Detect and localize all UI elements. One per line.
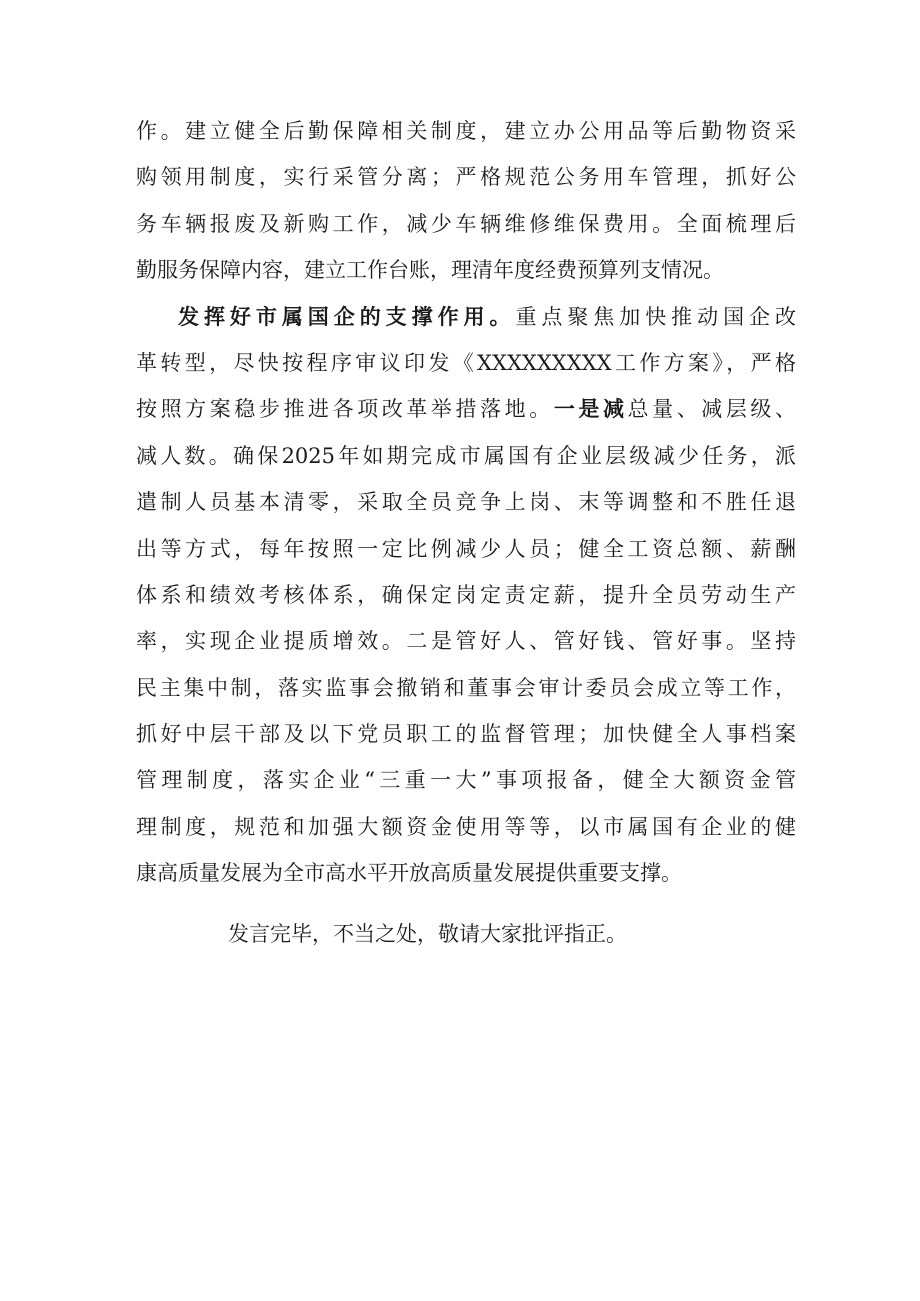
text-line: 体系和绩效考核体系，确保定岗定责定薪，提升全员劳动生产 (136, 582, 796, 607)
paragraph-logistics (136, 108, 796, 294)
text-line (136, 386, 796, 432)
text-run: 重点聚焦加快推动国企改 (515, 304, 797, 329)
text-line: 民主集中制，落实监事会撤销和董事会审计委员会成立等工作， (136, 675, 796, 700)
text-line: 勤服务保障内容，建立工作台账，理清年度经费预算列支情况。 (136, 258, 724, 283)
document-body (136, 108, 796, 957)
text-line: 康高质量发展为全市高水平开放高质量发展提供重要支撑。 (136, 861, 682, 886)
section-heading: 发挥好市属国企的支撑作用。 (178, 303, 516, 329)
text-line: 革转型，尽快按程序审议印发《XXXXXXXXX工作方案》，严格 (136, 350, 796, 375)
text-run: 总量、减层级、 (627, 397, 797, 422)
text-line: 率，实现企业提质增效。二是管好人、管好钱、管好事。坚持 (136, 629, 796, 654)
text-line: 抓好中层干部及以下党员职工的监督管理；加快健全人事档案 (136, 722, 796, 747)
paragraph-state-enterprises (136, 294, 796, 897)
text-line: 减人数。确保2025年如期完成市属国有企业层级减少任务，派 (136, 443, 796, 468)
text-line: 务车辆报废及新购工作，减少车辆维修维保费用。全面梳理后 (136, 211, 796, 236)
text-line: 遣制人员基本清零，采取全员竞争上岗、末等调整和不胜任退 (136, 490, 796, 515)
text-line: 管理制度，落实企业“三重一大”事项报备，健全大额资金管 (136, 768, 796, 793)
emphasis-run: 一是减 (553, 396, 628, 422)
text-line: 出等方式，每年按照一定比例减少人员；健全工资总额、薪酬 (136, 536, 796, 561)
text-line: 理制度，规范和加强大额资金使用等等，以市属国有企业的健 (136, 814, 796, 839)
text-line: 购领用制度，实行采管分离；严格规范公务用车管理，抓好公 (136, 165, 796, 190)
text-run: 按照方案稳步推进各项改革举措落地。 (136, 397, 554, 422)
text-line: 作。建立健全后勤保障相关制度，建立办公用品等后勤物资采 (136, 119, 796, 143)
text-line (136, 294, 796, 340)
closing-remark: 发言完毕，不当之处，敬请大家批评指正。 (228, 921, 627, 946)
